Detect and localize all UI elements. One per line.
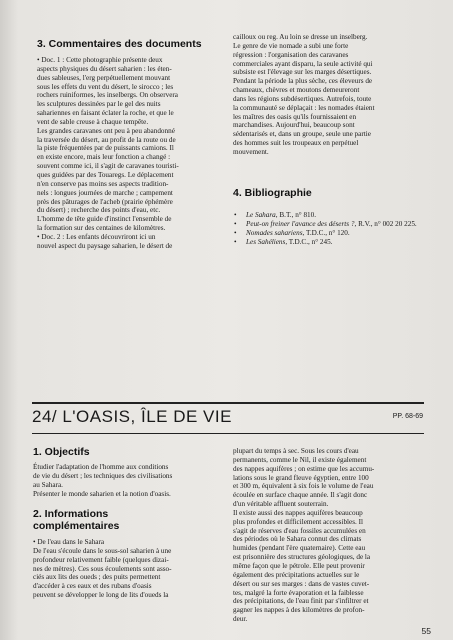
section-heading-informations bbox=[33, 508, 119, 532]
bibliography-item: • Nomades sahariens, T.D.C., n° 120. bbox=[234, 229, 419, 238]
bibliography-item: • Peut-on freiner l'avance des déserts ?, R.V., n° 002 20 225. bbox=[234, 220, 419, 229]
section-heading-bibliographie: 4. Bibliographie bbox=[233, 187, 312, 199]
section-heading-objectifs: 1. Objectifs bbox=[33, 446, 90, 458]
chapter-bottom-rule bbox=[32, 433, 424, 434]
section-heading-line: 2. Informations bbox=[33, 508, 109, 520]
eau-sahara-text: plupart du temps à sec. Sous les cours d'eau permanents, comme le Nil, il existe également des nappes aquifères ; on estime que les accumu- lations sous le grand fleuve égyptien, entre 100 et 300 m, équivalent à six fois le volume de l'eau écoulée en surface chaque année. Il s'agit donc d'un véritable affluent souterrain. Il existe aussi des nappes aquifères beaucoup plus profondes et difficilement accessibles. Il s'agit de réserves d'eau fossiles accumulées en des périodes où le Sahara connut des climats humides (pendant l'ère quaternaire). Cette eau est prisonnière des structures géologiques, de la même façon que le pétrole. Elle peut provenir également des précipitations actuelles sur le désert ou sur ses marges : dans de vastes cuvet- tes, malgré la forte évaporation et la faiblesse des précipitations, de l'eau finit par s'infiltrer et gagner les nappes à des kilomètres de profon- deur. bbox=[233, 447, 375, 624]
section-heading-commentaires: 3. Commentaires des documents bbox=[37, 38, 202, 50]
section3-left-column: • Doc. 1 : Cette photographie présente deux aspects physiques du désert saharien : les éten- dues sableuses, l'erg perpétuellement mouvant sous les effets du vent du désert, le sirocco ; les rochers ruiniformes, les inselbergs. On observera les sculptures dessinées par le gel des nuits sahariennes en faisant éclater la roche, et que le vent de sable creuse à chaque tempête. Les grandes caravanes ont peu à peu abandonné la traversée du désert, au profit de la route ou de la piste fréquentées par de puissants camions. Il en existe encore, mais leur fonction a changé : souvent comme ici, il s'agit de caravanes touristi- ques guidées par des Touaregs. Le déplacement n'en conserve pas moins ses aspects tradition- nels : longues journées de marche ; campement près des pâturages de l'acheb (prairie éphémère du désert) ; recherche des points d'eau, etc. L'homme de tête guide d'instinct l'ensemble de la formation sur des centaines de kilomètres. • Doc. 2 : Les enfants découvriront ici un nouvel aspect du paysage saharien, le désert de bbox=[37, 56, 179, 250]
chapter-page-reference: PP. 68-69 bbox=[392, 413, 423, 420]
section-heading-line: complémentaires bbox=[33, 520, 120, 533]
page-number: 55 bbox=[421, 626, 431, 636]
bibliography-list bbox=[234, 211, 419, 247]
section3-right-column: cailloux ou reg. Au loin se dresse un inselberg. Le genre de vie nomade a subi une forte régression : l'organisation des caravanes commerciales ayant disparu, la seule activité qui subsiste est l'élevage sur les marges désertiques. Pendant la période la plus sèche, ces éleveurs de chameaux, chèvres et moutons demeureront dans les régions subdésertiques. Autrefois, toute la communauté se déplaçait : les nomades étaient les maîtres des oasis qu'ils fournissaient en marchandises. Aujourd'hui, beaucoup sont sédentarisés et, dans un groupe, seule une partie des hommes suit les troupeaux en perpétuel mouvement. bbox=[233, 33, 375, 156]
informations-text: • De l'eau dans le Sahara De l'eau s'écoule dans le sous-sol saharien à une profondeur relativement faible (quelques dizai- nes de mètres). Ces sous écoulements sont asso- ciés aux lits des oueds ; des puits permettent d'accéder à ces eaux et des rubans d'oasis peuvent se développer le long de lits d'oueds la bbox=[33, 538, 172, 600]
objectifs-text: Étudier l'adaptation de l'homme aux conditions de vie du désert ; les techniques des civilisations au Sahara. Présenter le monde saharien et la notion d'oasis. bbox=[33, 463, 173, 498]
chapter-top-rule bbox=[32, 402, 424, 404]
bibliography-item: • Le Sahara, B.T., n° 810. bbox=[234, 211, 419, 220]
bibliography-item: • Les Sahéliens, T.D.C., n° 245. bbox=[234, 238, 419, 247]
chapter-title: 24/ L'OASIS, ÎLE DE VIE bbox=[32, 407, 232, 426]
